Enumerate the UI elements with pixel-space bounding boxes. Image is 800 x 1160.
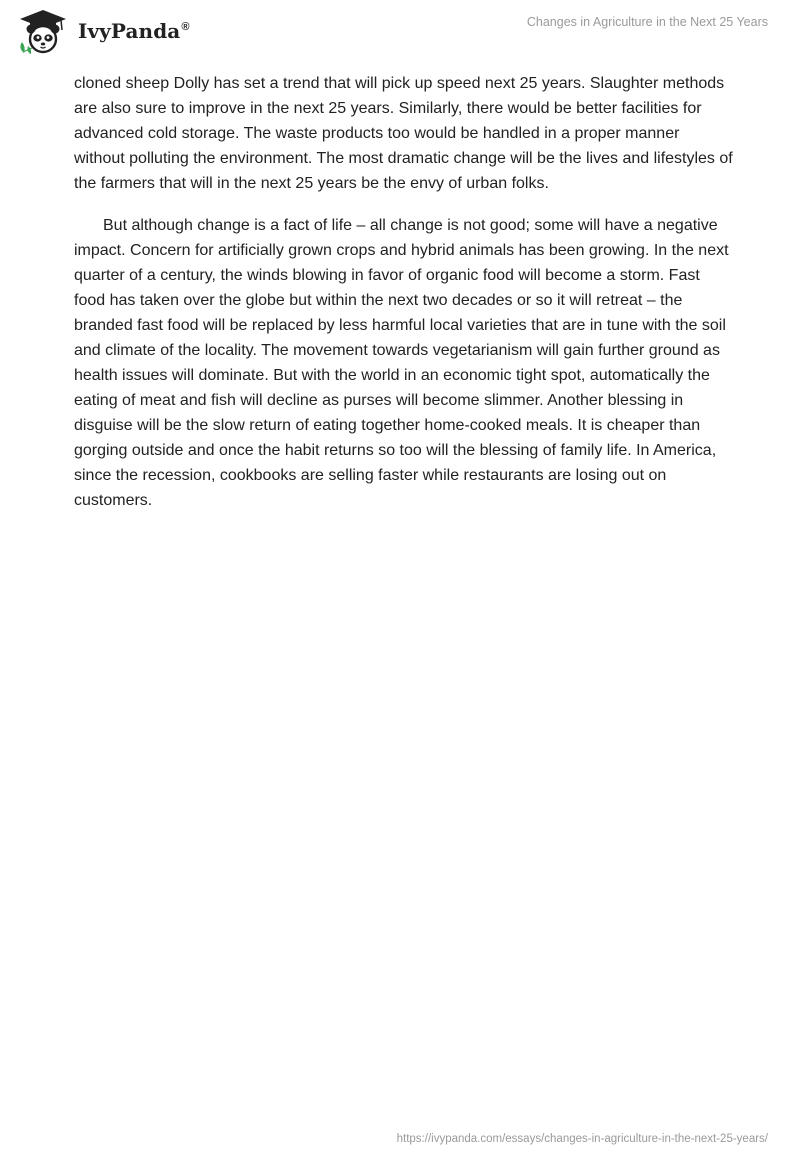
- site-logo[interactable]: [14, 8, 190, 54]
- paragraph-continuation: cloned sheep Dolly has set a trend that will pick up speed next 25 years. Slaughter methods are also sure to improve in the next 25 years. Similarly, there would be better facilities for advanced cold storage. The waste products too would be handled in a proper manner without polluting the environment. The most dramatic change will be the lives and lifestyles of the farmers that will in the next 25 years be the envy of urban folks.: [74, 75, 733, 192]
- essay-body: [74, 71, 734, 530]
- page-header: [0, 0, 800, 66]
- panda-graduate-logo-icon: [14, 8, 72, 54]
- footer-source-url[interactable]: https://ivypanda.com/essays/changes-in-agriculture-in-the-next-25-years/: [396, 1133, 768, 1145]
- logo-wordmark: IvyPanda®: [78, 19, 190, 43]
- document-title: Changes in Agriculture in the Next 25 Years: [526, 15, 768, 29]
- paragraph: But although change is a fact of life – all change is not good; some will have a negative impact. Concern for artificially grown crops and hybrid animals has been growing. In the next quarter of a century, the winds blowing in favor of organic food will become a storm. Fast food has taken over the globe but within the next two decades or so it will retreat – the branded fast food will be replaced by less harmful local varieties that are in tune with the soil and climate of the locality. The movement towards vegetarianism will gain further ground as health issues will dominate. But with the world in an economic tight spot, automatically the eating of meat and fish will decline as purses will become slimmer. Another blessing in disguise will be the slow return of eating together home-cooked meals. It is cheaper than gorging outside and once the habit returns so too will the blessing of family life. In America, since the recession, cookbooks are selling faster while restaurants are losing out on customers.: [74, 217, 729, 509]
- registered-mark: ®: [181, 21, 190, 34]
